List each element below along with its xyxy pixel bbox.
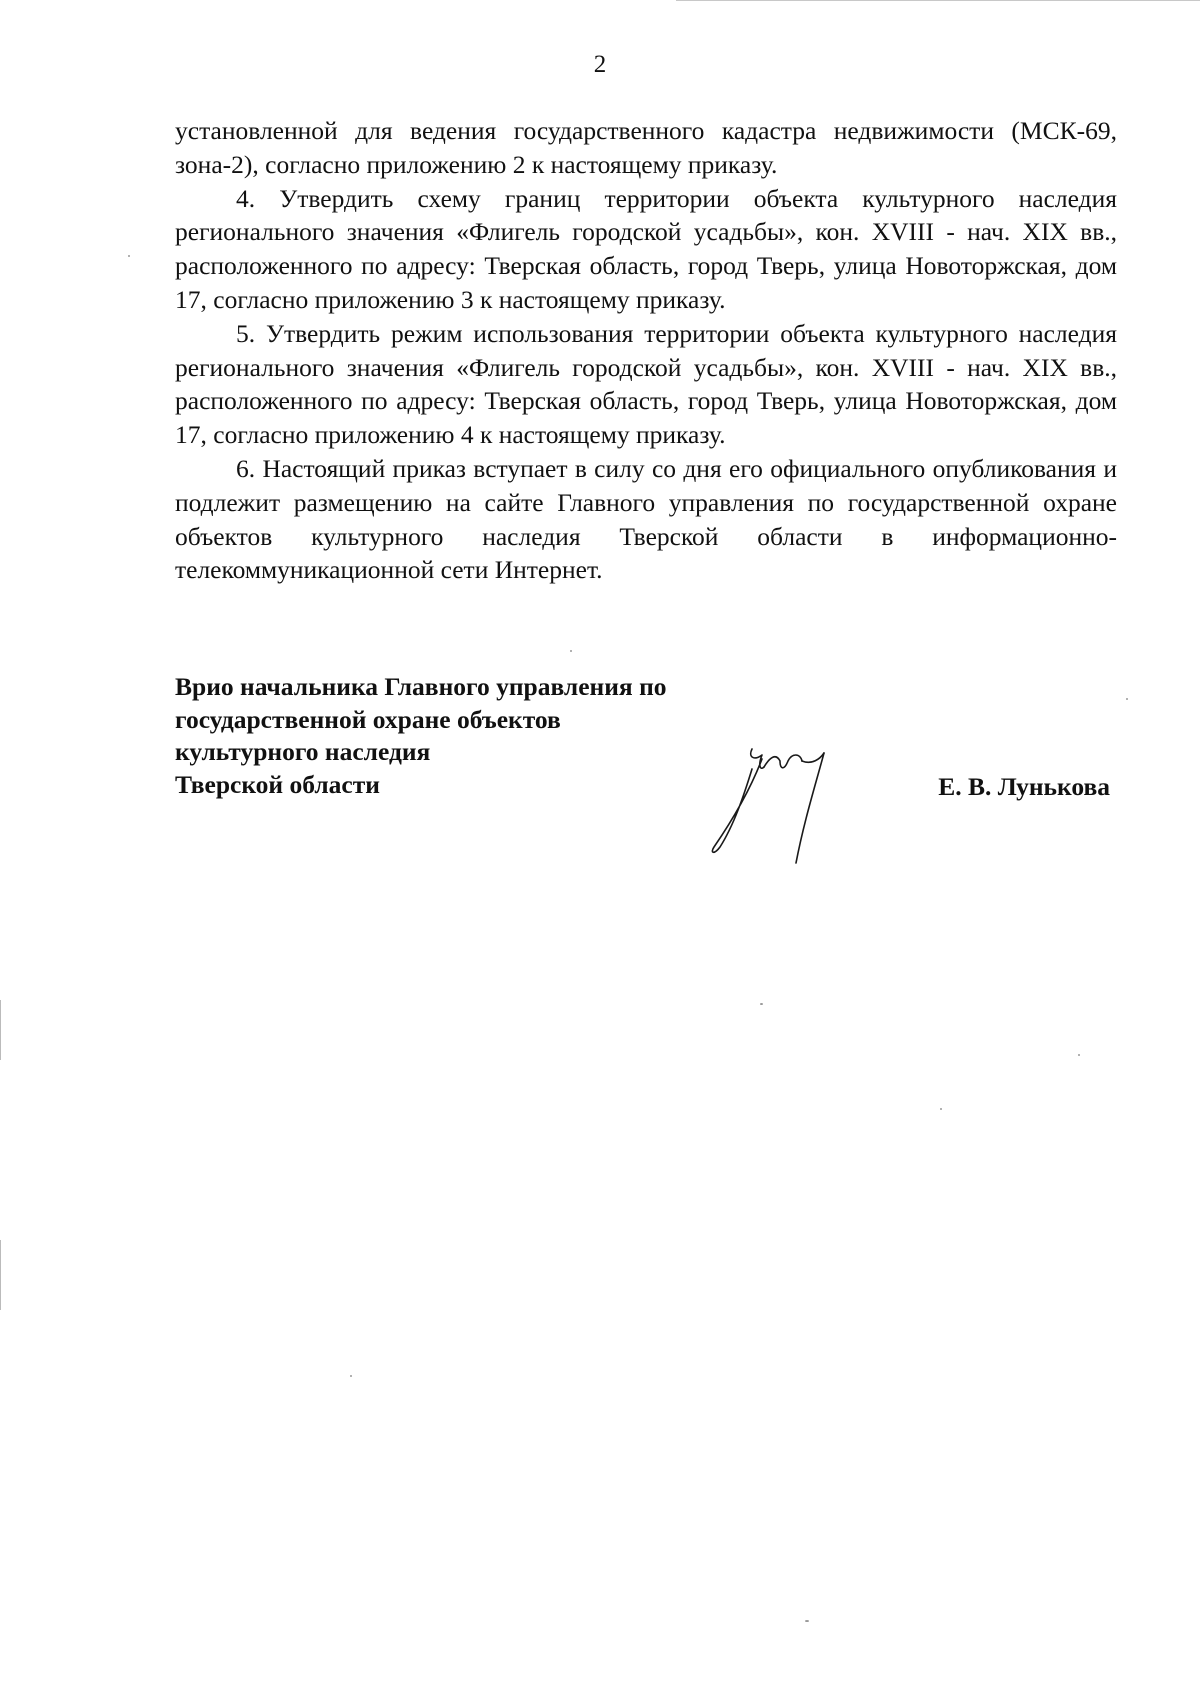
scan-artifact [350, 1375, 352, 1377]
scan-artifact [0, 1000, 1, 1060]
document-body [175, 114, 1117, 587]
paragraph-continuation: установленной для ведения государственного кадастра недвижимости (МСК-69, зона-2), согласно приложению 2 к настоящему приказу. [175, 116, 1117, 179]
signer-position-line: Тверской области [175, 769, 380, 799]
scan-artifact [940, 1108, 942, 1110]
scan-artifact [1126, 698, 1128, 700]
scan-artifact [0, 1240, 1, 1310]
scan-artifact [570, 650, 572, 652]
scan-artifact [1078, 1054, 1080, 1056]
handwritten-signature [700, 735, 860, 875]
paragraph-item-5: 5. Утвердить режим использования территории объекта культурного наследия регионального значения «Флигель городской усадьбы», кон. XVIII - нач. XIX вв., расположенного по адресу: Тверская область, город Тверь, улица Новоторжская, дом 17, согласно приложению 4 к настоящему приказу. [175, 318, 1117, 450]
page-number: 2 [593, 51, 607, 78]
signer-position [175, 671, 735, 801]
scan-edge-line [676, 0, 1200, 1]
scan-artifact [760, 1003, 763, 1005]
signer-name: Е. В. Лунькова [938, 772, 1110, 801]
signer-position-line: Врио начальника Главного управления по [175, 672, 667, 701]
paragraph-item-4: 4. Утвердить схему границ территории объекта культурного наследия регионального значения «Флигель городской усадьбы», кон. XVIII - нач. XIX вв., расположенного по адресу: Тверская область, город Тверь, улица Новоторжская, дом 17, согласно приложению 3 к настоящему приказу. [175, 183, 1117, 314]
signer-position-line: государственной охране объектов [175, 704, 561, 734]
paragraph-item-6: 6. Настоящий приказ вступает в силу со дня его официального опубликования и подлежит размещению на сайте Главного управления по государственной охране объектов культурного наследия Тверской области в информационно-телекоммуникационной сети Интернет. [175, 453, 1117, 585]
signer-position-line: культурного наследия [175, 737, 431, 766]
scan-artifact [805, 1620, 809, 1622]
scan-artifact [128, 255, 130, 257]
